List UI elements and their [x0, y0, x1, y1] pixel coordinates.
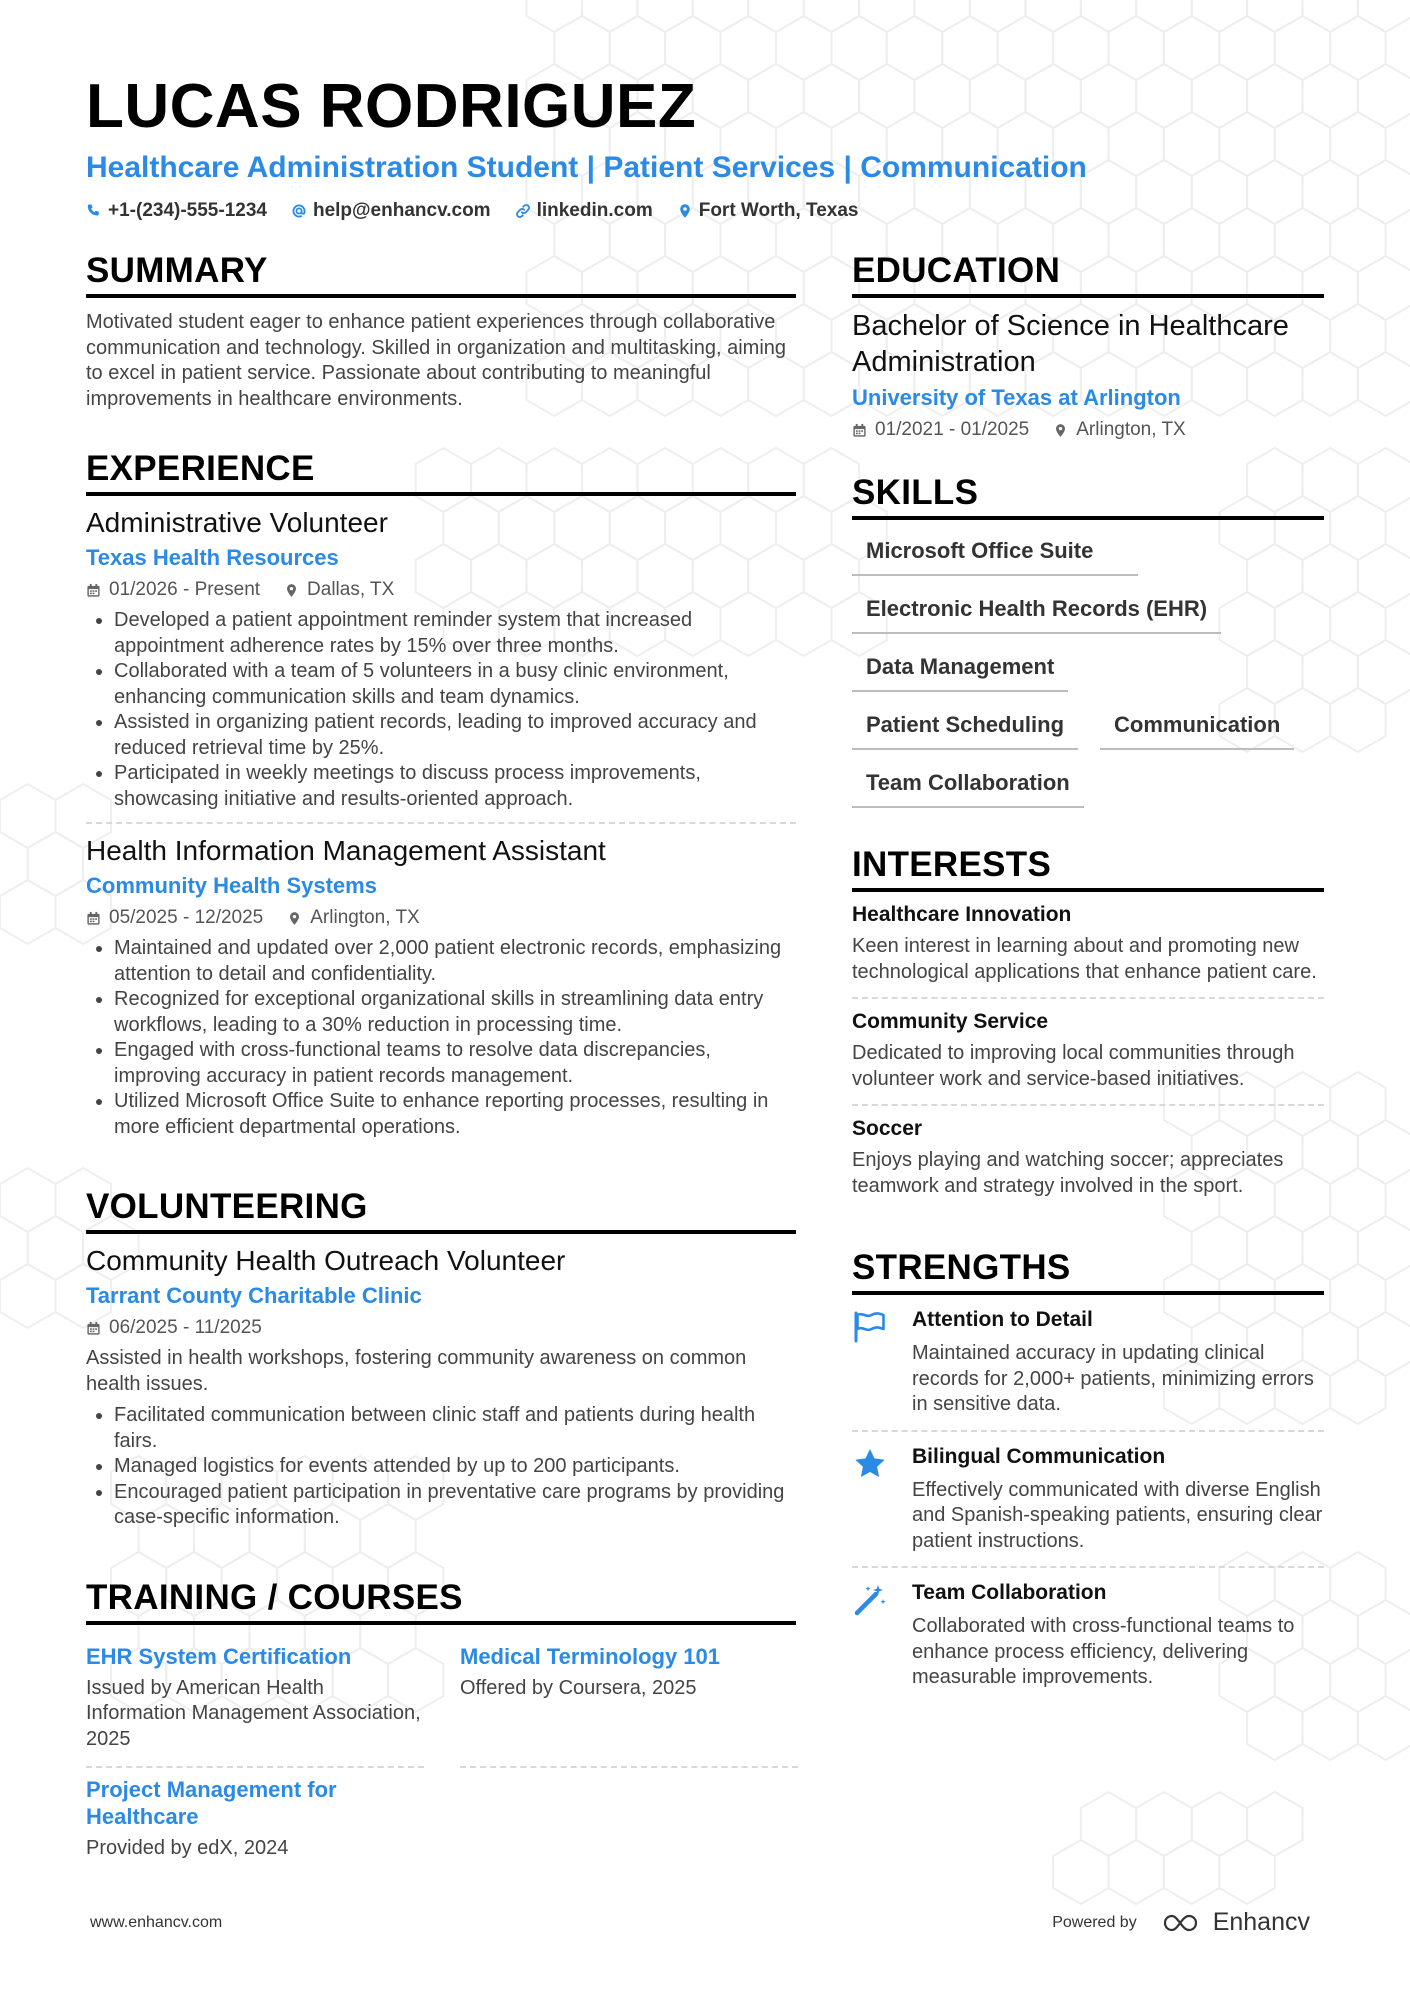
- headline: Healthcare Administration Student | Patient Services | Communication: [86, 151, 1087, 184]
- education-dates: 01/2021 - 01/2025: [875, 419, 1030, 440]
- location-text: Fort Worth, Texas: [698, 200, 859, 221]
- strengths-section: [852, 1247, 1324, 1703]
- phone-text: +1-(234)-555-1234: [108, 200, 267, 221]
- course-description: Provided by edX, 2024: [86, 1837, 289, 1859]
- volunteer-organization: Tarrant County Charitable Clinic: [86, 1283, 422, 1308]
- course-title: Medical Terminology 101: [460, 1643, 721, 1669]
- course-item: [460, 1635, 798, 1769]
- map-pin-icon: [284, 583, 299, 598]
- volunteer-bullets: [86, 1403, 796, 1531]
- enhancv-logo[interactable]: [1161, 1908, 1310, 1937]
- contact-email[interactable]: [291, 200, 491, 222]
- summary-text: Motivated student eager to enhance patient experiences through collaborative communication and technology. Skilled in organization and multitasking, aiming to excel in patient service. Passionate about contributing to meaningful improvements in healthcare environments.: [86, 311, 787, 410]
- job-bullets: [86, 936, 796, 1140]
- right-column: [852, 250, 1324, 1739]
- training-section: [86, 1577, 796, 1876]
- page-footer: [90, 1908, 1310, 1937]
- bullet-item: • Encouraged patient participation in preventative care programs by providing case-specific information.: [114, 1480, 796, 1531]
- course-grid: [86, 1635, 796, 1876]
- skills-title: SKILLS: [852, 472, 1324, 520]
- experience-entry: [86, 496, 796, 822]
- course-description: Issued by American Health Information Management Association, 2025: [86, 1676, 421, 1750]
- candidate-name: LUCAS RODRIGUEZ: [86, 72, 697, 141]
- bullet-item: • Engaged with cross-functional teams to resolve data discrepancies, improving accuracy in patient records management.: [114, 1038, 796, 1089]
- enhancv-logo-icon: [1161, 1911, 1205, 1935]
- strength-title: Team Collaboration: [912, 1581, 1107, 1604]
- contact-linkedin[interactable]: [515, 200, 653, 222]
- strength-title: Bilingual Communication: [912, 1444, 1166, 1468]
- interest-description: Keen interest in learning about and promoting new technological applications that enhance patient care.: [852, 935, 1317, 983]
- interest-title: Community Service: [852, 1010, 1049, 1033]
- company-name: Community Health Systems: [86, 873, 377, 898]
- job-meta: [86, 906, 796, 930]
- course-description: Offered by Coursera, 2025: [460, 1676, 697, 1699]
- interests-section: [852, 844, 1324, 1211]
- job-meta: [86, 578, 796, 602]
- phone-icon: [86, 203, 102, 219]
- skill-tag: Data Management: [852, 648, 1068, 692]
- map-pin-icon: [1053, 423, 1068, 438]
- contact-phone[interactable]: [86, 200, 267, 222]
- job-location: Dallas, TX: [307, 579, 395, 600]
- left-column: [86, 250, 796, 1912]
- at-sign-icon: [291, 203, 307, 219]
- calendar-icon: [852, 423, 867, 438]
- course-item: [86, 1635, 424, 1769]
- strength-item: [852, 1430, 1324, 1567]
- link-icon: [515, 203, 531, 219]
- strength-description: Maintained accuracy in updating clinical records for 2,000+ patients, minimizing errors in sensitive data.: [912, 1342, 1314, 1415]
- bullet-item: • Facilitated communication between clinic staff and patients during health fairs.: [114, 1403, 796, 1454]
- bullet-item: • Participated in weekly meetings to discuss process improvements, showcasing initiative and results-oriented approach.: [114, 761, 796, 812]
- volunteering-title: VOLUNTEERING: [86, 1186, 796, 1234]
- interest-item: [852, 997, 1324, 1104]
- summary-title: SUMMARY: [86, 250, 796, 298]
- strength-item: [852, 1295, 1324, 1430]
- strengths-title: STRENGTHS: [852, 1247, 1324, 1295]
- interest-item: [852, 1104, 1324, 1211]
- skill-tag: Electronic Health Records (EHR): [852, 590, 1221, 634]
- footer-website-link[interactable]: www.enhancv.com: [90, 1913, 223, 1931]
- calendar-icon: [86, 911, 101, 926]
- volunteer-description: Assisted in health workshops, fostering community awareness on common health issues.: [86, 1347, 747, 1395]
- job-location: Arlington, TX: [310, 907, 420, 928]
- interests-title: INTERESTS: [852, 844, 1324, 892]
- bullet-item: • Utilized Microsoft Office Suite to enhance reporting processes, resulting in more efficient departmental operations.: [114, 1089, 796, 1140]
- course-item: [86, 1768, 424, 1876]
- star-icon: [852, 1446, 888, 1482]
- magic-wand-icon: [852, 1582, 888, 1618]
- interest-description: Dedicated to improving local communities through volunteer work and service-based initiatives.: [852, 1042, 1295, 1090]
- flag-icon: [852, 1309, 888, 1345]
- degree-title: Bachelor of Science in Healthcare Administration: [852, 310, 1289, 378]
- bullet-item: • Collaborated with a team of 5 volunteers in a busy clinic environment, enhancing communication skills and team dynamics.: [114, 659, 796, 710]
- experience-title: EXPERIENCE: [86, 448, 796, 496]
- brand-name: Enhancv: [1212, 1908, 1310, 1936]
- volunteering-section: [86, 1186, 796, 1541]
- bullet-item: • Recognized for exceptional organizational skills in streamlining data entry workflows, leading to a 30% reduction in processing time.: [114, 987, 796, 1038]
- job-title: Health Information Management Assistant: [86, 835, 606, 866]
- skill-tag: Team Collaboration: [852, 764, 1084, 808]
- contact-bar: [86, 200, 1326, 222]
- job-dates: 05/2025 - 12/2025: [109, 907, 264, 928]
- bullet-item: • Managed logistics for events attended by up to 200 participants.: [114, 1454, 796, 1480]
- course-title: Project Management for Healthcare: [86, 1777, 337, 1829]
- education-meta: [852, 418, 1324, 442]
- interest-title: Soccer: [852, 1117, 923, 1140]
- company-name: Texas Health Resources: [86, 545, 339, 570]
- strength-item: [852, 1566, 1324, 1703]
- job-title: Administrative Volunteer: [86, 507, 388, 538]
- map-pin-icon: [677, 203, 693, 219]
- interest-item: [852, 892, 1324, 997]
- volunteer-meta: [86, 1316, 796, 1340]
- linkedin-text: linkedin.com: [536, 200, 653, 221]
- bullet-item: • Assisted in organizing patient records, leading to improved accuracy and reduced retrieval time by 25%.: [114, 710, 796, 761]
- map-pin-icon: [287, 911, 302, 926]
- volunteer-dates: 06/2025 - 11/2025: [109, 1317, 262, 1338]
- training-title: TRAINING / COURSES: [86, 1577, 796, 1625]
- education-section: [852, 250, 1324, 442]
- strength-title: Attention to Detail: [912, 1308, 1093, 1331]
- strength-description: Collaborated with cross-functional teams to enhance process efficiency, delivering measurable improvements.: [912, 1615, 1295, 1688]
- email-text: help@enhancv.com: [312, 200, 491, 221]
- skill-tag: Communication: [1100, 706, 1294, 750]
- job-bullets: [86, 608, 796, 812]
- skill-tag: Microsoft Office Suite: [852, 532, 1138, 576]
- skills-list: [852, 532, 1324, 808]
- bullet-item: • Developed a patient appointment reminder system that increased appointment adherence rates by 15% over three months.: [114, 608, 796, 659]
- volunteer-role: Community Health Outreach Volunteer: [86, 1245, 566, 1276]
- calendar-icon: [86, 583, 101, 598]
- school-name: University of Texas at Arlington: [852, 385, 1181, 410]
- experience-entry: [86, 822, 796, 1150]
- job-dates: 01/2026 - Present: [109, 579, 261, 600]
- experience-section: [86, 448, 796, 1150]
- course-title: EHR System Certification: [86, 1643, 352, 1669]
- volunteering-entry: [86, 1234, 796, 1541]
- calendar-icon: [86, 1321, 101, 1336]
- contact-location: [677, 200, 859, 222]
- skill-tag: Patient Scheduling: [852, 706, 1078, 750]
- interest-description: Enjoys playing and watching soccer; appreciates teamwork and strategy involved in the sport.: [852, 1149, 1284, 1197]
- education-location: Arlington, TX: [1076, 419, 1186, 440]
- education-title: EDUCATION: [852, 250, 1324, 298]
- bullet-item: • Maintained and updated over 2,000 patient electronic records, emphasizing attention to detail and confidentiality.: [114, 936, 796, 987]
- interest-title: Healthcare Innovation: [852, 903, 1072, 926]
- resume-header: [86, 70, 1326, 222]
- strength-description: Effectively communicated with diverse English and Spanish-speaking patients, ensuring clear patient instructions.: [912, 1478, 1323, 1552]
- powered-by-label: Powered by: [1052, 1913, 1137, 1931]
- skills-section: [852, 472, 1324, 808]
- summary-section: [86, 250, 796, 412]
- powered-by: [1052, 1908, 1310, 1937]
